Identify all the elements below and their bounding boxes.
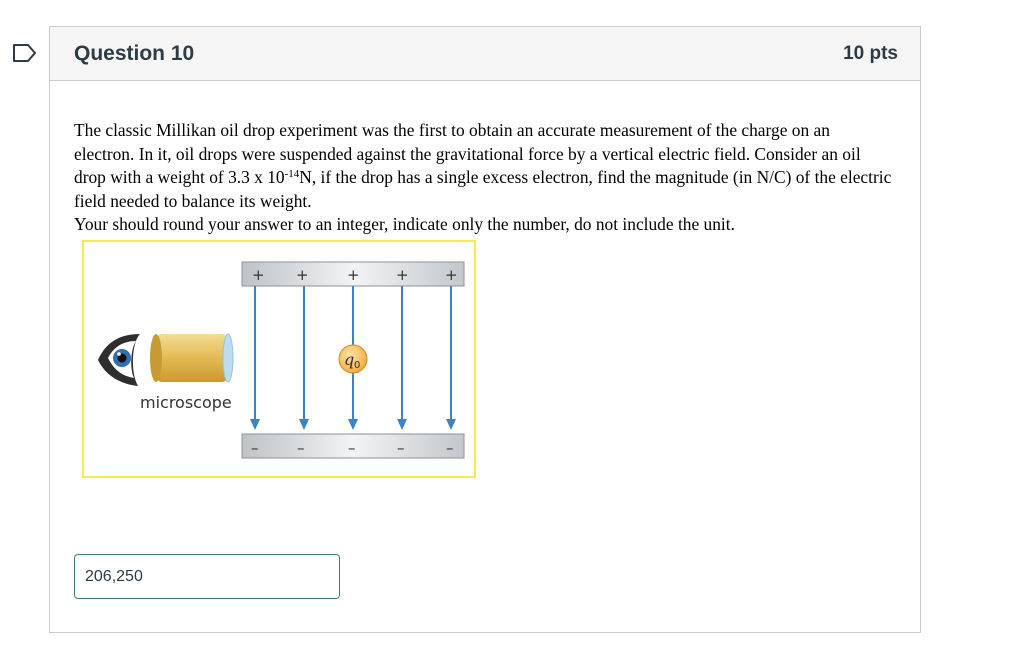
minus-sign: – xyxy=(397,439,405,457)
plus-sign: + xyxy=(296,266,309,284)
flag-question-icon[interactable] xyxy=(12,43,38,63)
plus-sign: + xyxy=(396,266,409,284)
question-card xyxy=(49,26,921,633)
question-title: Question 10 xyxy=(74,41,195,65)
plus-sign: + xyxy=(347,266,360,284)
millikan-figure xyxy=(82,240,476,478)
minus-sign: – xyxy=(297,439,305,457)
minus-sign: – xyxy=(348,439,356,457)
question-paragraph xyxy=(74,119,894,213)
microscope-label: microscope xyxy=(140,393,232,412)
plus-sign: + xyxy=(252,266,265,284)
positive-plate xyxy=(242,262,464,286)
question-instruction: Your should round your answer to an integer, indicate only the number, do not include the unit. xyxy=(74,214,735,234)
plus-sign: + xyxy=(445,266,458,284)
microscope xyxy=(150,334,233,382)
millikan-diagram xyxy=(84,242,474,476)
question-points: 10 pts xyxy=(843,42,898,64)
eye-icon xyxy=(98,334,140,386)
charge-label: q xyxy=(344,350,355,369)
minus-sign: – xyxy=(251,439,259,457)
question-text-part1: The classic Millikan oil drop experiment was the first to obtain an accurate measurement of the charge on an electron. In it, oil drops were suspended against the gravitational force by a vertical electric field. Consider an oil drop with a weight of 3.3 x 10 xyxy=(74,120,861,187)
question-text-part2: N, if the drop has a single excess electron, find the magnitude (in N/C) of the electric field needed to balance its weight. xyxy=(74,167,892,211)
question-header xyxy=(50,27,920,81)
exponent: -14 xyxy=(284,168,300,180)
charge-subscript: 0 xyxy=(354,360,361,371)
minus-sign: – xyxy=(446,439,454,457)
question-text xyxy=(74,119,894,237)
answer-input[interactable] xyxy=(74,554,340,599)
negative-plate xyxy=(242,434,464,458)
oil-drop xyxy=(339,345,367,373)
